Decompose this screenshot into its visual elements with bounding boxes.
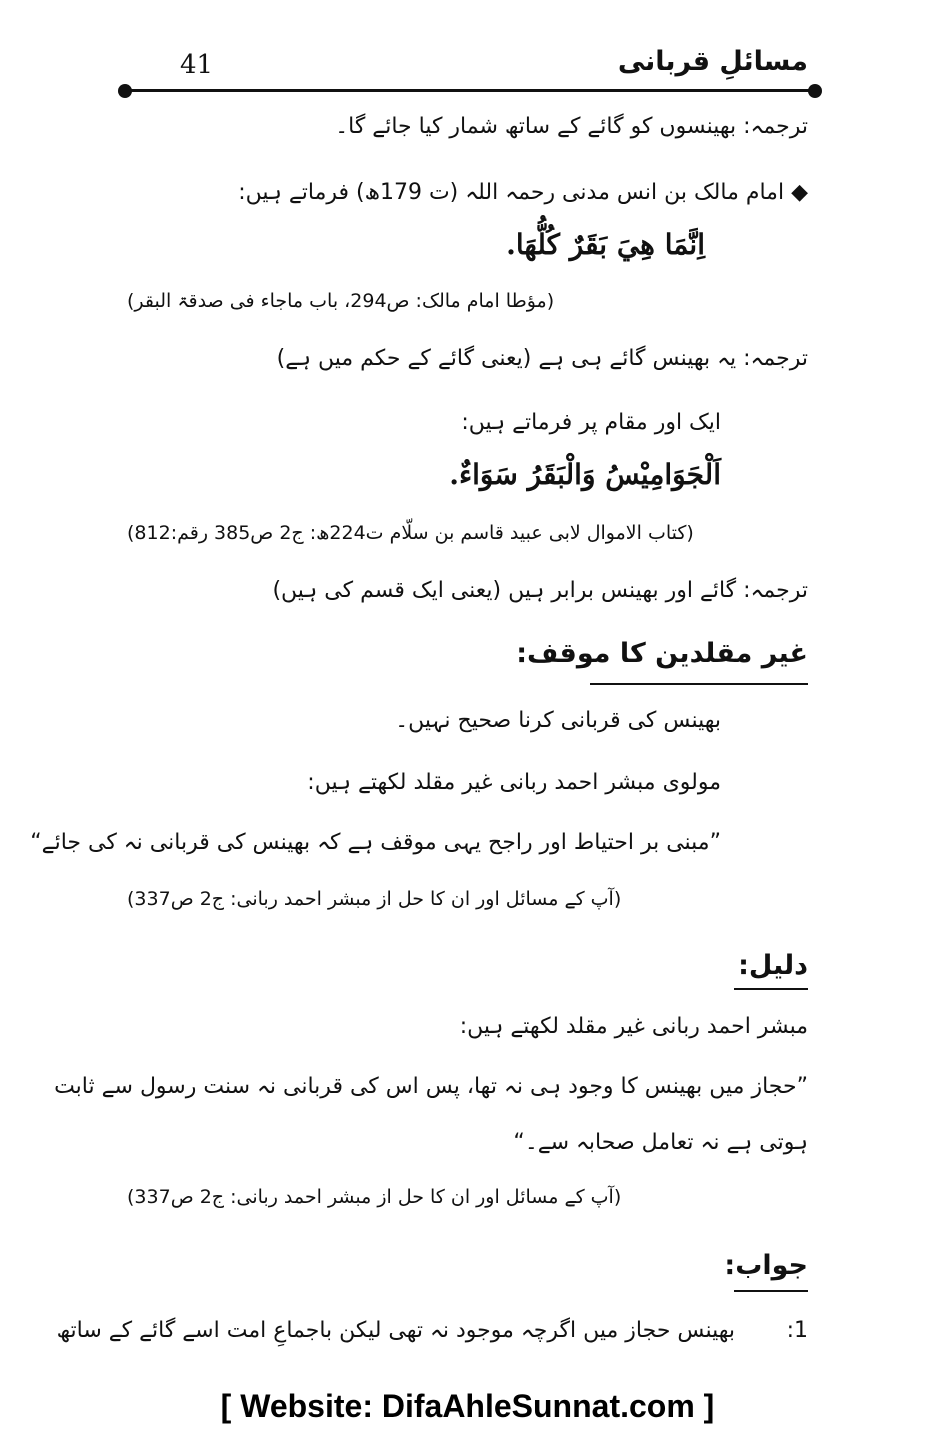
- website-footer: [ Website: DifaAhleSunnat.com ]: [220, 1388, 715, 1424]
- answer-item-number: 1:: [786, 1318, 808, 1343]
- section-heading-position: غیر مقلدین کا موقف:: [516, 638, 808, 669]
- reference-4: (آپ کے مسائل اور ان کا حل از مبشر احمد ربانی: ج2 ص337): [127, 1186, 622, 1208]
- rabbani-writes-2: مبشر احمد ربانی غیر مقلد لکھتے ہیں:: [459, 1014, 808, 1039]
- translation-line-2: ترجمہ: یہ بھینس گائے ہی ہے (یعنی گائے کے حکم میں ہے): [276, 346, 808, 371]
- another-place-intro: ایک اور مقام پر فرماتے ہیں:: [461, 410, 721, 435]
- rabbani-quote-2-line-1: ”حجاز میں بھینس کا وجود ہی نہ تھا، پس اس کی قربانی نہ سنت رسول سے ثابت: [54, 1074, 808, 1099]
- reference-3: (آپ کے مسائل اور ان کا حل از مبشر احمد ربانی: ج2 ص337): [127, 888, 622, 910]
- running-header-title: مسائلِ قربانی: [617, 46, 808, 77]
- imam-malik-quote-intro: ◆ امام مالک بن انس مدنی رحمہ اللہ (ت 179ھ) فرماتے ہیں:: [238, 180, 808, 205]
- section-heading-evidence: دلیل:: [738, 950, 808, 981]
- header-rule: [125, 89, 815, 92]
- section-heading-answer: جواب:: [724, 1250, 808, 1281]
- heading-underline-3: [734, 1290, 808, 1292]
- translation-line-3: ترجمہ: گائے اور بھینس برابر ہیں (یعنی ایک قسم کی ہیں): [272, 578, 808, 603]
- reference-2: (کتاب الاموال لابی عبید قاسم بن سلّام ت224ھ: ج2 ص385 رقم:812): [127, 522, 694, 544]
- position-statement: بھینس کی قربانی کرنا صحیح نہیں۔: [395, 708, 721, 733]
- rabbani-quote-1: ”مبنی بر احتیاط اور راجح یہی موقف ہے کہ بھینس کی قربانی نہ کی جائے“: [30, 830, 721, 855]
- arabic-quote-1: اِنَّمَا هِيَ بَقَرٌ كُلُّهَا.: [506, 228, 705, 261]
- page-number: 41: [180, 50, 214, 80]
- rabbani-writes-1: مولوی مبشر احمد ربانی غیر مقلد لکھتے ہیں:: [307, 770, 721, 795]
- answer-item-text: بھینس حجاز میں اگرچہ موجود نہ تھی لیکن باجماعِ امت اسے گائے کے ساتھ: [56, 1318, 735, 1343]
- reference-1: (مؤطا امام مالک: ص294، باب ماجاء فی صدقۃ البقر): [127, 290, 555, 312]
- heading-underline-2: [734, 988, 808, 990]
- header-rule-right-dot: [808, 84, 822, 98]
- arabic-quote-2: اَلْجَوَامِيْسُ وَالْبَقَرُ سَوَاءٌ.: [449, 458, 721, 491]
- heading-underline-1: [590, 683, 808, 685]
- rabbani-quote-2-line-2: ہوتی ہے نہ تعامل صحابہ سے۔“: [513, 1130, 808, 1155]
- translation-line-1: ترجمہ: بھینسوں کو گائے کے ساتھ شمار کیا جائے گا۔: [335, 114, 808, 139]
